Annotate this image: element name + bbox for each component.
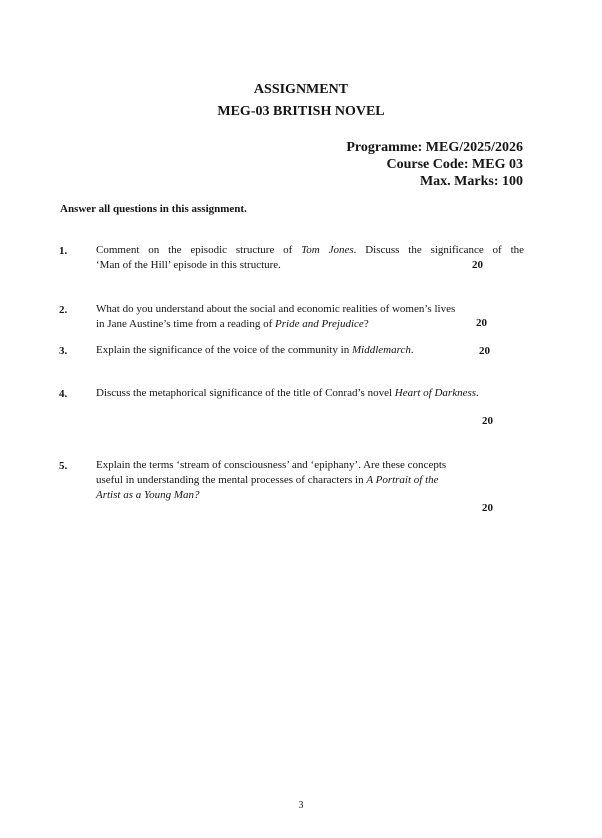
question-2-marks: 20 xyxy=(476,317,487,329)
question-2-line-2 xyxy=(96,317,524,332)
question-4-title: Heart of Darkness xyxy=(394,387,477,399)
question-1-number: 1. xyxy=(59,245,68,257)
question-1-line-2: ‘Man of the Hill’ episode in this structure. xyxy=(96,259,281,271)
question-2-number: 2. xyxy=(59,304,68,316)
question-4-marks: 20 xyxy=(482,415,493,427)
question-1-marks: 20 xyxy=(472,259,483,271)
question-5-line-2 xyxy=(96,473,524,488)
question-2-text-c: ? xyxy=(363,318,369,330)
question-4-text-a: Discuss the metaphorical significance of the title of Conrad’s novel xyxy=(96,387,395,399)
question-4-text-c: . xyxy=(476,387,479,399)
question-3-title: Middlemarch xyxy=(351,344,411,356)
programme-label: Programme: MEG/2025/2026 xyxy=(346,140,523,155)
question-3-text xyxy=(96,343,524,358)
question-5-text-a: useful in understanding the mental processes of characters in xyxy=(96,474,367,486)
question-3-number: 3. xyxy=(59,345,68,357)
question-4-line-1 xyxy=(96,386,536,401)
question-5-line-1: Explain the terms ‘stream of consciousness’ and ‘epiphany’. Are these concepts xyxy=(96,459,447,471)
question-4-text xyxy=(96,386,536,401)
question-3-line-1 xyxy=(96,343,524,358)
question-5-title-a: A Portrait of the xyxy=(366,474,439,486)
document-subtitle: MEG-03 BRITISH NOVEL xyxy=(217,104,385,119)
course-code-label: Course Code: MEG 03 xyxy=(386,157,523,172)
instruction-text: Answer all questions in this assignment. xyxy=(60,203,247,215)
question-1-text xyxy=(96,243,524,273)
question-2-line-1: What do you understand about the social and economic realities of women’s lives xyxy=(96,303,456,315)
question-2-text xyxy=(96,302,524,332)
document-title: ASSIGNMENT xyxy=(253,82,349,97)
max-marks-label: Max. Marks: 100 xyxy=(419,174,523,189)
question-3-text-c: . xyxy=(410,344,414,356)
question-5-marks: 20 xyxy=(482,502,493,514)
question-1-title: Tom Jones xyxy=(301,244,354,256)
question-2-text-a: in Jane Austine’s time from a reading of xyxy=(96,318,276,330)
question-3-text-a: Explain the significance of the voice of the community in xyxy=(96,344,352,356)
question-1-line-1 xyxy=(96,243,524,258)
question-5-text xyxy=(96,458,524,503)
question-1-text-a: Comment on the episodic structure of xyxy=(96,244,302,256)
question-5-number: 5. xyxy=(59,460,68,472)
question-4-number: 4. xyxy=(59,388,68,400)
question-1-text-c: . Discuss the significance of the xyxy=(353,244,525,256)
question-5-line-3 xyxy=(96,488,524,503)
page-number: 3 xyxy=(298,800,304,811)
question-3-marks: 20 xyxy=(479,345,490,357)
question-5-title-b: Artist as a Young Man? xyxy=(96,489,200,501)
question-2-title: Pride and Prejudice xyxy=(275,318,364,330)
